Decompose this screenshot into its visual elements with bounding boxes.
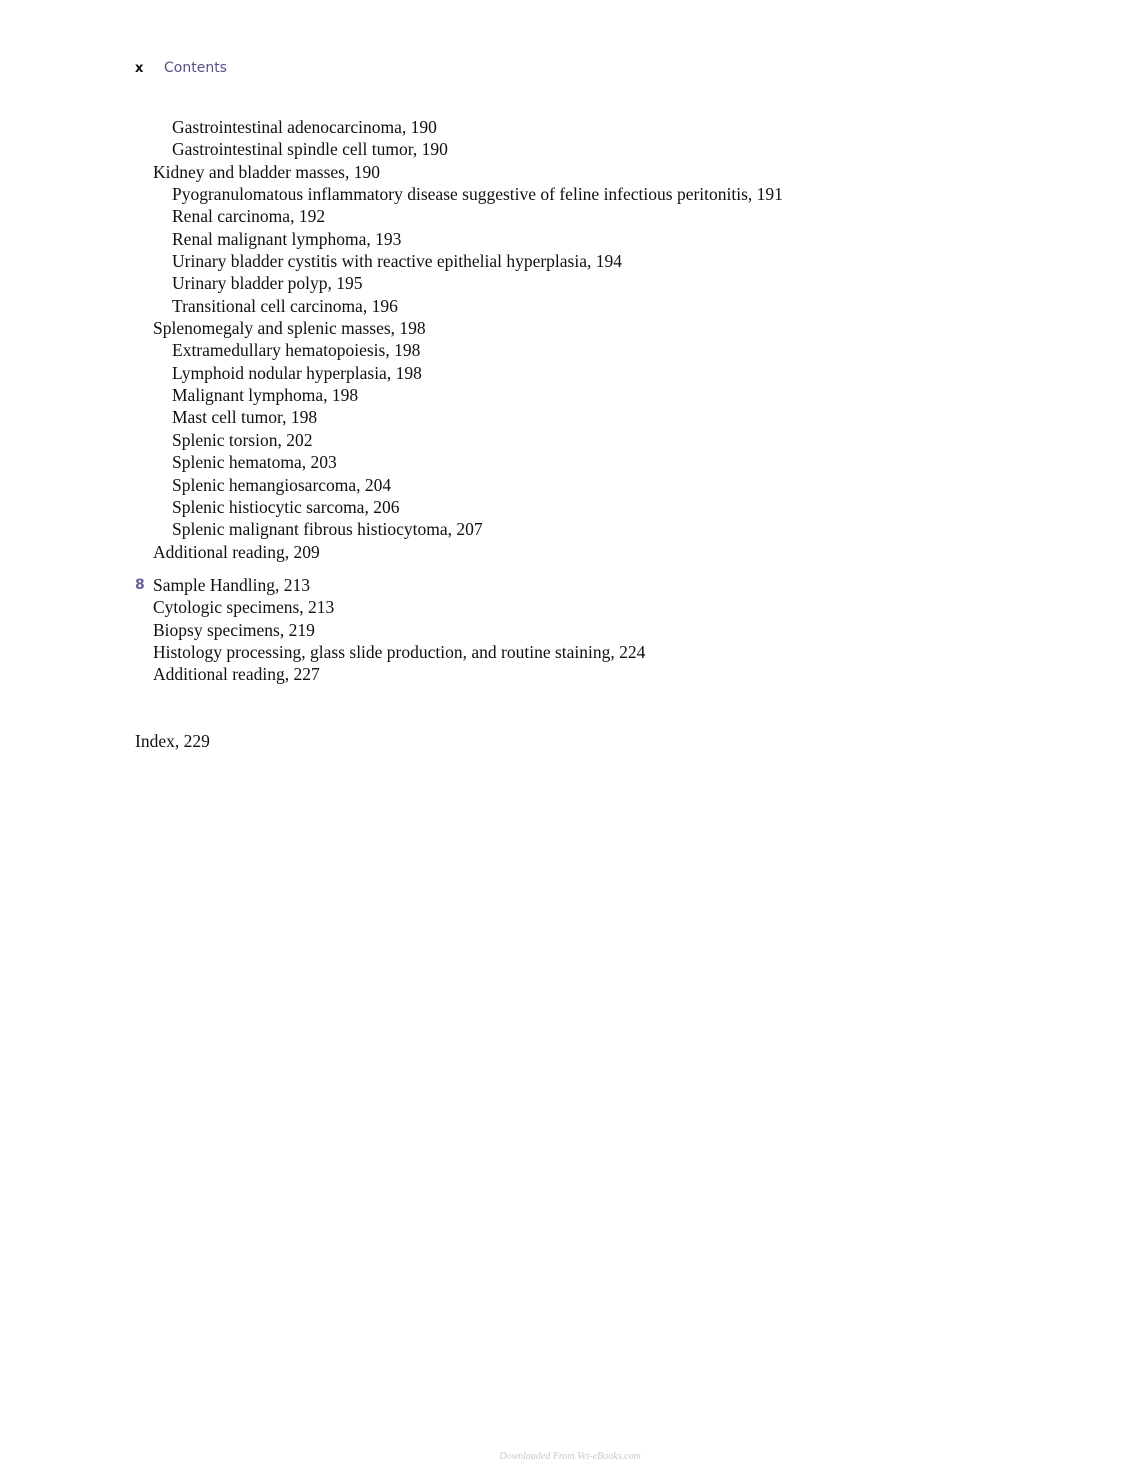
toc-entry: Mast cell tumor, 198 bbox=[172, 407, 318, 428]
running-head bbox=[135, 58, 227, 78]
toc-entry: Splenic histiocytic sarcoma, 206 bbox=[172, 496, 400, 517]
table-of-contents bbox=[0, 116, 1140, 752]
toc-entry: Renal carcinoma, 192 bbox=[172, 206, 326, 227]
toc-entry: Lymphoid nodular hyperplasia, 198 bbox=[172, 362, 422, 383]
toc-index: Index, 229 bbox=[135, 730, 210, 751]
toc-entry: Pyogranulomatous inflammatory disease suggestive of feline infectious peritonitis, 191 bbox=[172, 184, 783, 205]
running-title: Contents bbox=[164, 60, 227, 76]
toc-section-heading: Histology processing, glass slide production, and routine staining, 224 bbox=[153, 641, 646, 662]
toc-section-heading: Splenomegaly and splenic masses, 198 bbox=[153, 318, 426, 339]
toc-entry: Gastrointestinal adenocarcinoma, 190 bbox=[172, 117, 437, 137]
toc-entry: Malignant lymphoma, 198 bbox=[172, 385, 359, 406]
chapter-title: Sample Handling, 213 bbox=[153, 574, 310, 595]
toc-entry: Extramedullary hematopoiesis, 198 bbox=[172, 340, 421, 361]
toc-entry: Splenic torsion, 202 bbox=[172, 429, 313, 450]
toc-entry: Renal malignant lymphoma, 193 bbox=[172, 228, 402, 249]
footer-watermark: Downloaded From Vet-eBooks.com bbox=[499, 1451, 641, 1462]
toc-section-heading: Biopsy specimens, 219 bbox=[153, 619, 315, 640]
toc-section-heading: Additional reading, 209 bbox=[153, 541, 320, 562]
toc-entry: Splenic hematoma, 203 bbox=[172, 452, 337, 473]
page-number: x bbox=[135, 60, 144, 76]
toc-section-heading: Kidney and bladder masses, 190 bbox=[153, 161, 380, 182]
chapter-number: 8 bbox=[135, 576, 145, 593]
toc-entry: Gastrointestinal spindle cell tumor, 190 bbox=[172, 139, 448, 160]
toc-entry: Urinary bladder cystitis with reactive epithelial hyperplasia, 194 bbox=[172, 251, 622, 272]
toc-entry: Urinary bladder polyp, 195 bbox=[172, 273, 363, 294]
toc-chapter bbox=[0, 574, 1140, 596]
toc-section-heading: Additional reading, 227 bbox=[153, 664, 320, 685]
toc-section-heading: Cytologic specimens, 213 bbox=[153, 597, 335, 618]
toc-entry: Splenic malignant fibrous histiocytoma, 207 bbox=[172, 519, 483, 540]
toc-entry: Splenic hemangiosarcoma, 204 bbox=[172, 474, 392, 495]
toc-entry: Transitional cell carcinoma, 196 bbox=[172, 295, 398, 316]
